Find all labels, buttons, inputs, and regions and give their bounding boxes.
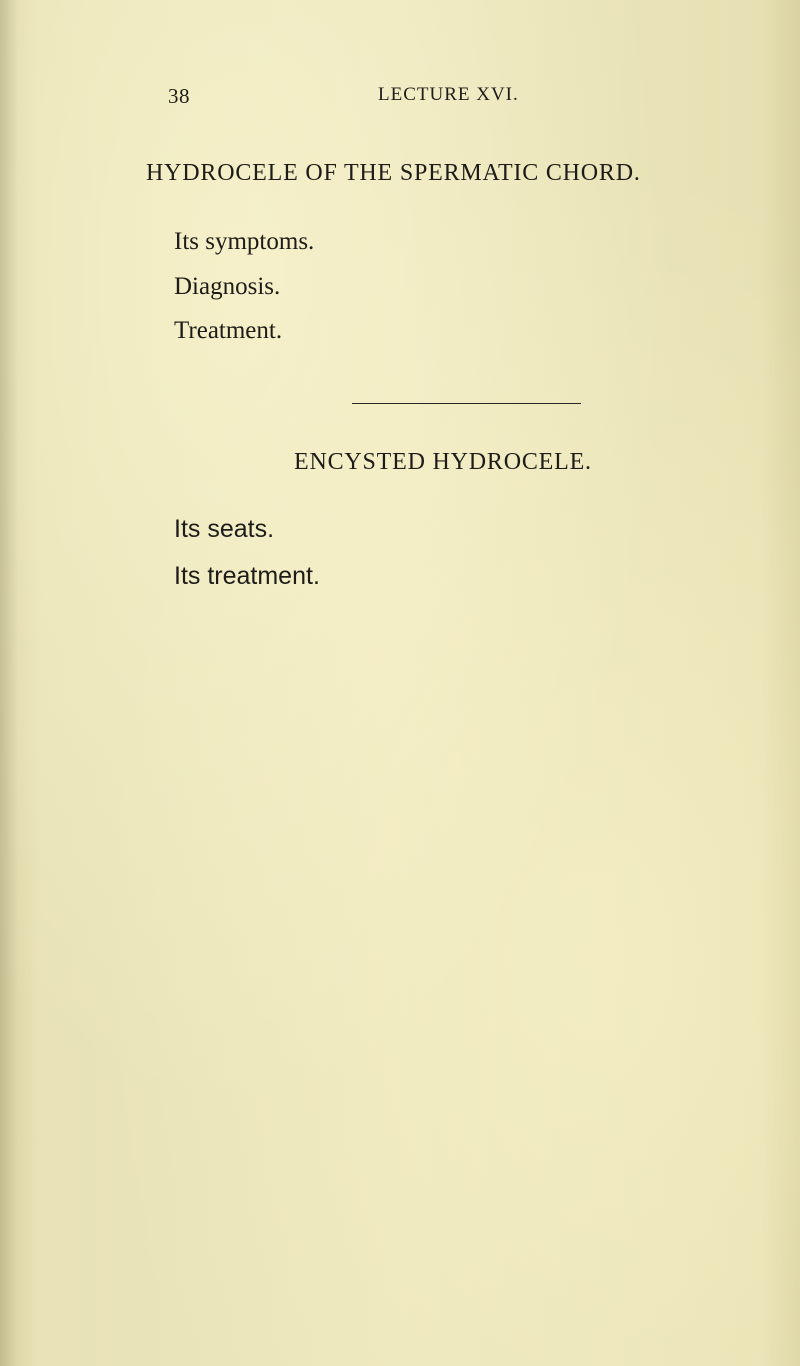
page-number: 38: [168, 84, 190, 108]
topic-item: Treatment.: [174, 317, 283, 344]
running-head: LECTURE XVI.: [378, 84, 519, 105]
section-divider: [352, 403, 581, 404]
topic-item: Its symptoms.: [174, 228, 315, 255]
page-header: [168, 84, 544, 114]
topic-item: Its seats.: [174, 515, 275, 543]
page-gutter-shadow: [0, 0, 18, 1366]
section-title-encysted-hydrocele: ENCYSTED HYDROCELE.: [294, 449, 592, 475]
section-title-hydrocele-spermatic-chord: HYDROCELE OF THE SPERMATIC CHORD.: [146, 160, 641, 186]
topic-item: Its treatment.: [174, 562, 320, 590]
topic-item: Diagnosis.: [174, 273, 281, 300]
